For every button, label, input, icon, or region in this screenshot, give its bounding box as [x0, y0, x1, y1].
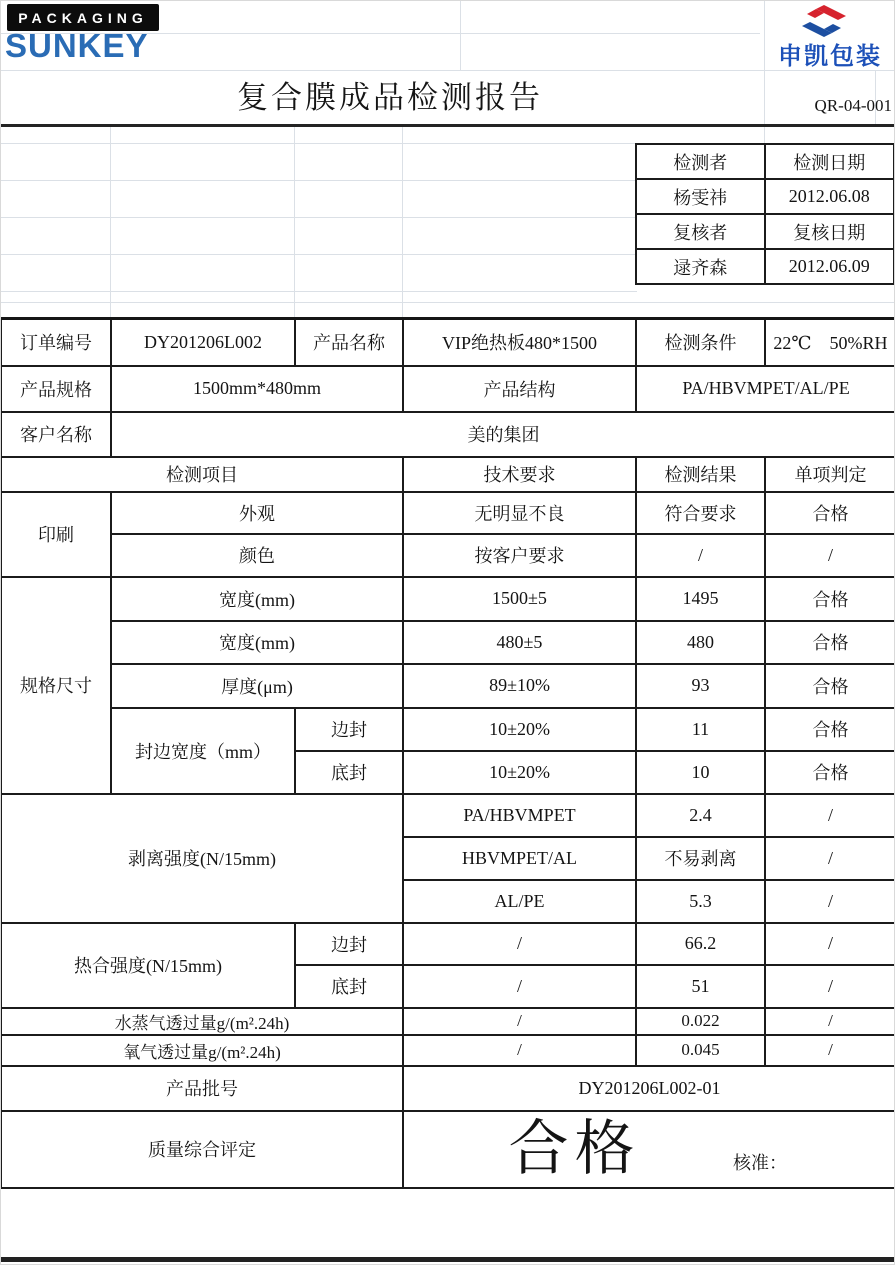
- col-header-requirement: 技术要求: [403, 457, 636, 492]
- result-cell: 0.045: [636, 1035, 765, 1066]
- result-cell: 不易剥离: [636, 837, 765, 880]
- batch-value: DY201206L002-01: [403, 1066, 895, 1111]
- spec-row: [1, 366, 895, 412]
- requirement-cell: AL/PE: [403, 880, 636, 923]
- page-title: 复合膜成品检测报告: [237, 80, 543, 115]
- gridline: [0, 291, 637, 292]
- requirement-cell: 按客户要求: [403, 534, 636, 577]
- customer-row: [1, 412, 895, 457]
- requirement-cell: /: [403, 1035, 636, 1066]
- item-cell: 厚度(μm): [111, 664, 403, 708]
- review-date-label: 复核日期: [765, 214, 894, 249]
- packaging-logo-text: PACKAGING: [18, 9, 148, 26]
- judgement-cell: /: [765, 794, 895, 837]
- printing-group-label: 印刷: [1, 492, 111, 577]
- judgement-cell: /: [765, 923, 895, 965]
- table-row: [1, 1035, 895, 1066]
- item-cell: 底封: [295, 965, 403, 1008]
- result-cell: 51: [636, 965, 765, 1008]
- item-cell: 边封: [295, 923, 403, 965]
- result-cell: 480: [636, 621, 765, 664]
- dimensions-group-label: 规格尺寸: [1, 577, 111, 794]
- page-bottom-divider: [0, 1257, 895, 1262]
- order-no-label: 订单编号: [1, 319, 111, 366]
- approve-label: 核准：: [733, 1152, 787, 1173]
- table-row: [1, 534, 895, 577]
- review-date: 2012.06.09: [765, 249, 894, 284]
- overall-row: [1, 1111, 895, 1188]
- test-condition-value: 22℃ 50%RH: [765, 319, 895, 366]
- batch-row: [1, 1066, 895, 1111]
- seal-width-label: 封边宽度（mm）: [111, 708, 295, 794]
- customer-label: 客户名称: [1, 412, 111, 457]
- judgement-cell: /: [765, 1008, 895, 1035]
- reviewer-label: 复核者: [636, 214, 765, 249]
- judgement-cell: 合格: [765, 664, 895, 708]
- requirement-cell: 10±20%: [403, 708, 636, 751]
- requirement-cell: 480±5: [403, 621, 636, 664]
- table-row: [1, 708, 895, 751]
- order-no-value: DY201206L002: [111, 319, 295, 366]
- header-row: [1, 457, 895, 492]
- product-spec-value: 1500mm*480mm: [111, 366, 403, 412]
- result-cell: 10: [636, 751, 765, 794]
- inspector-name: 杨雯祎: [636, 179, 765, 214]
- item-cell: 宽度(mm): [111, 621, 403, 664]
- table-row: [1, 577, 895, 621]
- wvtr-label: 水蒸气透过量g/(m².24h): [1, 1008, 403, 1035]
- product-spec-label: 产品规格: [1, 366, 111, 412]
- table-row: [1, 664, 895, 708]
- requirement-cell: /: [403, 965, 636, 1008]
- gridline: [402, 125, 403, 317]
- requirement-cell: /: [403, 1008, 636, 1035]
- requirement-cell: /: [403, 923, 636, 965]
- table-row: [1, 1008, 895, 1035]
- table-row: [636, 214, 894, 249]
- item-cell: 边封: [295, 708, 403, 751]
- product-structure-value: PA/HBVMPET/AL/PE: [636, 366, 895, 412]
- shenkai-logo-text: 申凯包装: [778, 43, 882, 70]
- item-cell: 底封: [295, 751, 403, 794]
- test-condition-label: 检测条件: [636, 319, 765, 366]
- gridline: [0, 143, 637, 144]
- table-row: [1, 492, 895, 534]
- judgement-cell: /: [765, 880, 895, 923]
- judgement-cell: 合格: [765, 492, 895, 534]
- result-cell: 符合要求: [636, 492, 765, 534]
- gridline: [0, 180, 637, 181]
- table-row: [636, 144, 894, 179]
- gridline: [110, 125, 111, 317]
- heatseal-group-label: 热合强度(N/15mm): [1, 923, 295, 1008]
- requirement-cell: 无明显不良: [403, 492, 636, 534]
- inspect-date: 2012.06.08: [765, 179, 894, 214]
- judgement-cell: 合格: [765, 751, 895, 794]
- inspector-label: 检测者: [636, 144, 765, 179]
- item-cell: 颜色: [111, 534, 403, 577]
- result-cell: 66.2: [636, 923, 765, 965]
- signoff-table: [635, 143, 895, 285]
- gridline: [294, 125, 295, 317]
- judgement-cell: /: [765, 534, 895, 577]
- result-cell: 5.3: [636, 880, 765, 923]
- gridline: [0, 217, 637, 218]
- item-cell: 外观: [111, 492, 403, 534]
- requirement-cell: HBVMPET/AL: [403, 837, 636, 880]
- peel-group-label: 剥离强度(N/15mm): [1, 794, 403, 923]
- sunkey-logo-text: SUNKEY: [5, 27, 149, 64]
- result-cell: 2.4: [636, 794, 765, 837]
- inspect-date-label: 检测日期: [765, 144, 894, 179]
- gridline: [0, 254, 637, 255]
- result-cell: /: [636, 534, 765, 577]
- batch-label: 产品批号: [1, 1066, 403, 1111]
- requirement-cell: 1500±5: [403, 577, 636, 621]
- judgement-cell: 合格: [765, 577, 895, 621]
- report-table: [0, 317, 895, 1189]
- col-header-judgement: 单项判定: [765, 457, 895, 492]
- table-row: [636, 179, 894, 214]
- result-cell: 1495: [636, 577, 765, 621]
- product-name-value: VIP绝热板480*1500: [403, 319, 636, 366]
- gridline: [0, 70, 895, 71]
- requirement-cell: 89±10%: [403, 664, 636, 708]
- table-row: [1, 621, 895, 664]
- product-name-label: 产品名称: [295, 319, 403, 366]
- customer-value: 美的集团: [111, 412, 895, 457]
- table-row: [1, 923, 895, 965]
- item-cell: 宽度(mm): [111, 577, 403, 621]
- requirement-cell: 10±20%: [403, 751, 636, 794]
- table-row: [636, 249, 894, 284]
- otr-label: 氧气透过量g/(m².24h): [1, 1035, 403, 1066]
- judgement-cell: 合格: [765, 621, 895, 664]
- title-divider: [0, 124, 895, 127]
- requirement-cell: PA/HBVMPET: [403, 794, 636, 837]
- reviewer-name: 逯齐森: [636, 249, 765, 284]
- gridline: [460, 0, 461, 70]
- table-row: [1, 794, 895, 837]
- form-code: QR-04-001: [814, 96, 892, 115]
- overall-result-cell: [403, 1111, 895, 1188]
- judgement-cell: /: [765, 837, 895, 880]
- result-cell: 0.022: [636, 1008, 765, 1035]
- overall-grade: 合格: [508, 1116, 641, 1182]
- result-cell: 11: [636, 708, 765, 751]
- judgement-cell: /: [765, 1035, 895, 1066]
- judgement-cell: /: [765, 965, 895, 1008]
- overall-label: 质量综合评定: [1, 1111, 403, 1188]
- order-row: [1, 319, 895, 366]
- gridline: [0, 302, 895, 303]
- col-header-result: 检测结果: [636, 457, 765, 492]
- judgement-cell: 合格: [765, 708, 895, 751]
- result-cell: 93: [636, 664, 765, 708]
- product-structure-label: 产品结构: [403, 366, 636, 412]
- col-header-item: 检测项目: [1, 457, 403, 492]
